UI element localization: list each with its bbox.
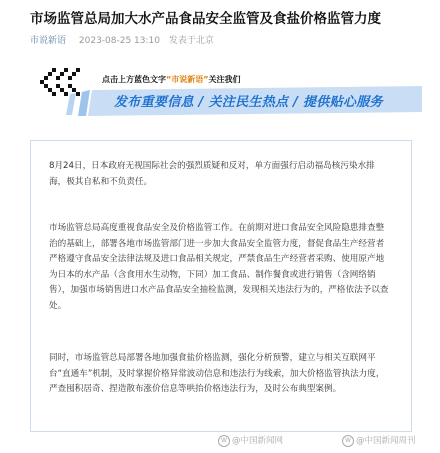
article-body — [30, 140, 412, 432]
author-link[interactable]: 市说新语 — [30, 36, 67, 46]
weibo-icon: W — [342, 435, 354, 447]
watermark-right: W @中国新闻周刊 — [342, 434, 416, 447]
publish-time: 2023-08-25 13:10 — [78, 36, 160, 46]
weibo-icon: W — [218, 435, 230, 447]
paragraph-1: 8月24日，日本政府无视国际社会的强烈质疑和反对，单方面强行启动福岛核污染水排海，极其自私和不负责任。 — [49, 161, 375, 187]
article-meta — [30, 33, 214, 46]
publish-location: 发表于北京 — [168, 36, 214, 46]
paragraph-3: 同时，市场监管总局部署各地加强食盐价格监测，强化分析预警，建立与相关互联网平台“直通车”机制，及时掌握价格异常波动信息和违法行为线索，加大价格监管执法力度，严查囤积居奇、捏造散布涨价信息等哄抬价格违法行为，及时公布典型案例。 — [49, 353, 385, 394]
slogan-text: 发布重要信息 / 关注民生热点 / 提供贴心服务 — [114, 95, 383, 110]
paragraph-2: 市场监管总局高度重视食品安全及价格监管工作。在前期对进口食品安全风险隐患排查整治的基础上，部署各地市场监管部门进一步加大食品安全监管力度，督促食品生产经营者严格遵守食品安全法律法规及进口食品相关规定，严禁食品生产经营者采购、使用原产地为日本的水产品（含食用水生动物，下同）加工食品、制作餐食或进行销售（含网络销售），加强市场销售进口水产品食品安全抽检监测，发现相关违法行为的，严格依法予以查处。 — [49, 223, 389, 311]
follow-prompt: 点击上方蓝色文字“市说新语”关注我们 — [102, 75, 241, 84]
watermark-left: W @中国新闻网 — [218, 434, 283, 447]
article-title: 市场监管总局加大水产品食品安全监管及食盐价格监管力度 — [30, 11, 381, 27]
slogan-banner — [22, 60, 422, 132]
